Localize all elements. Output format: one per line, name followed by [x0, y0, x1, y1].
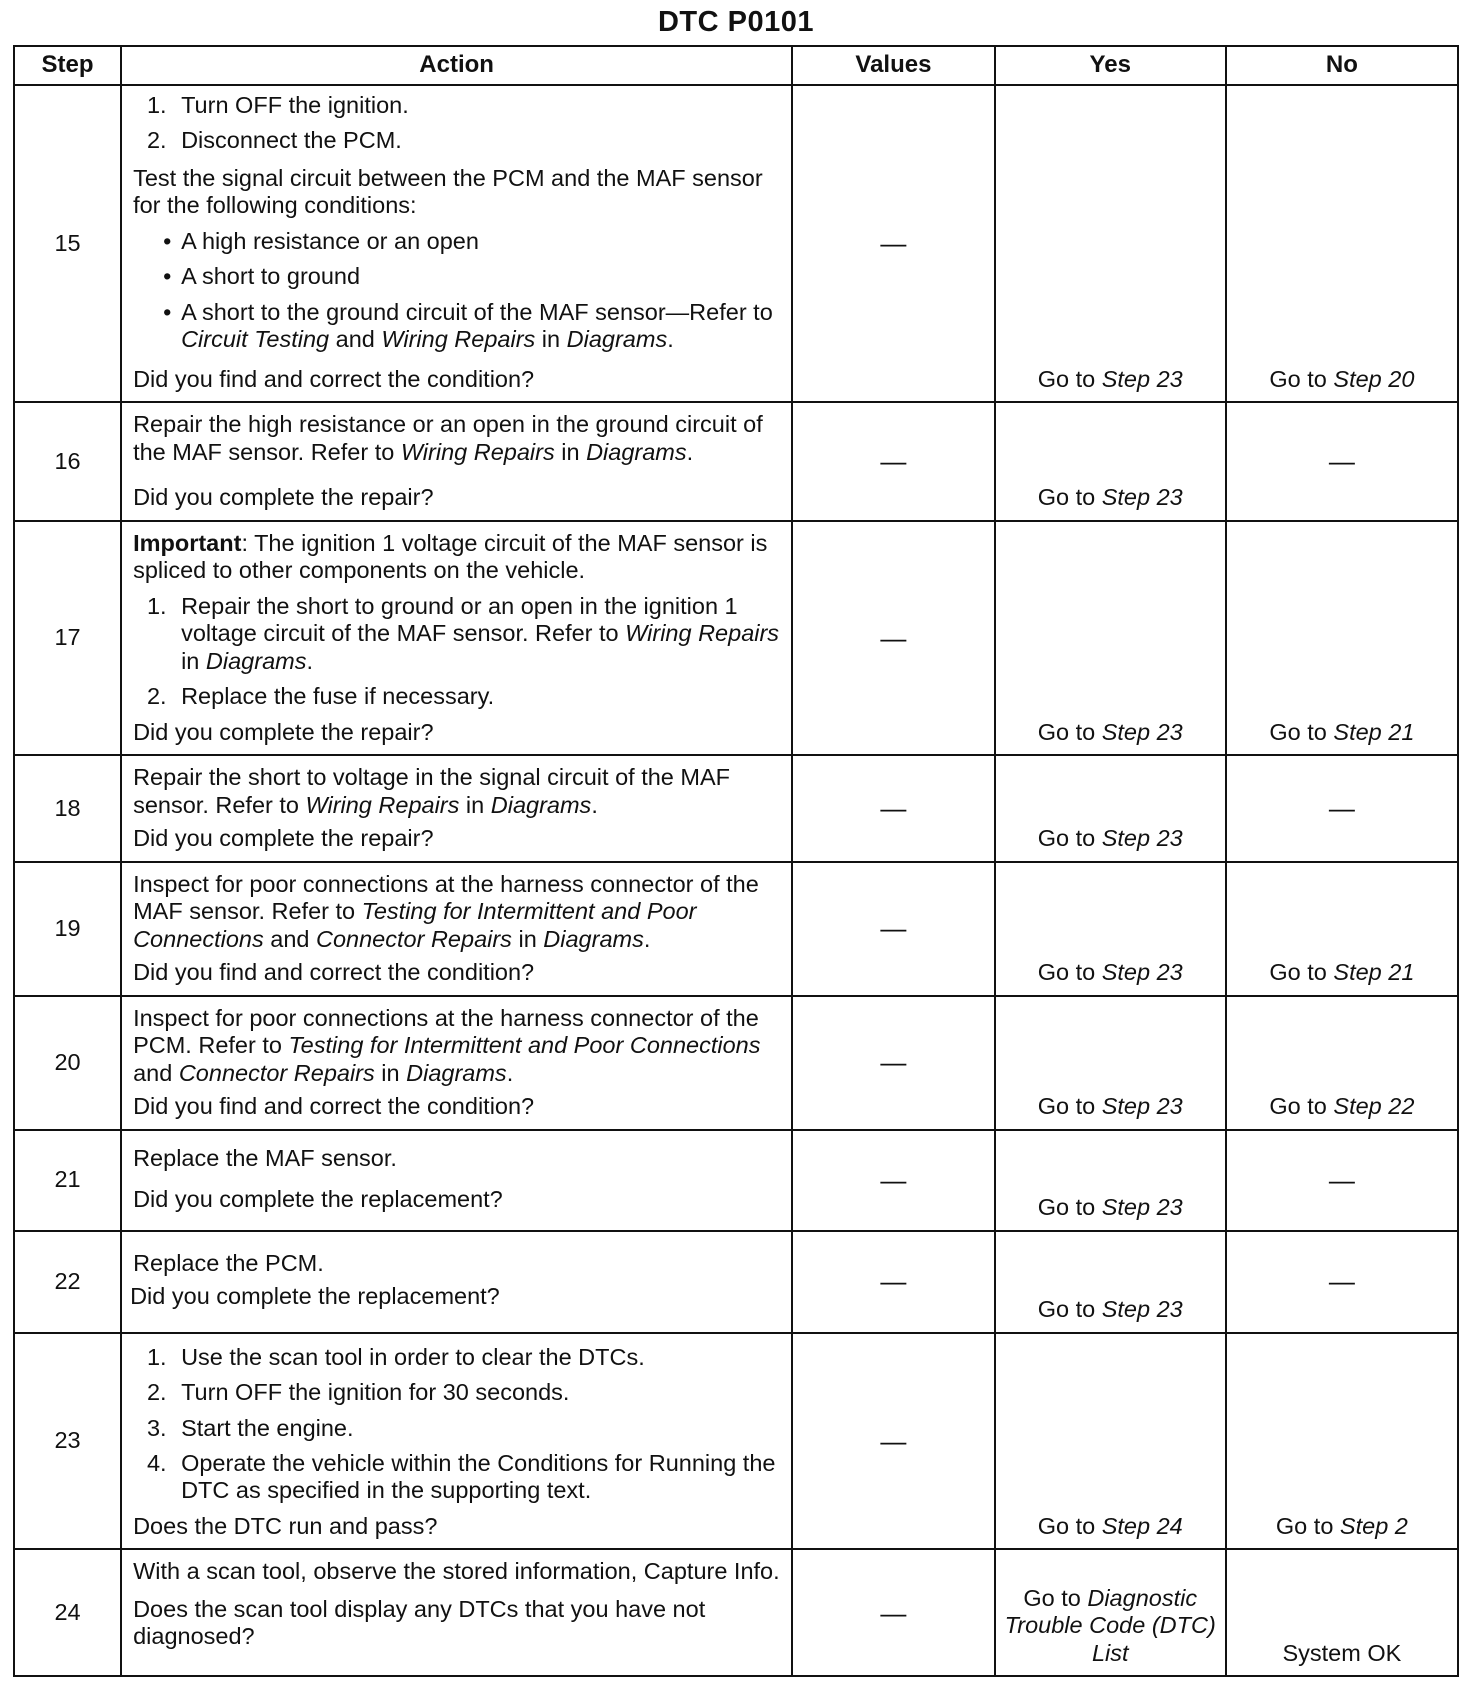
ref-wiring-repairs: Wiring Repairs: [625, 620, 780, 647]
step-ref: Step 22: [1333, 1093, 1415, 1120]
header-action: Action: [121, 46, 792, 85]
action-question: Does the DTC run and pass?: [133, 1512, 438, 1539]
action-question: Did you complete the replacement?: [130, 1283, 500, 1310]
table-row: [14, 996, 1458, 1130]
action-text: Replace the PCM.: [133, 1249, 324, 1276]
ref-testing-intermittent: Testing for Intermittent and Poor Connections: [288, 1032, 761, 1059]
step-number: 15: [14, 85, 121, 402]
step-number: 19: [14, 862, 121, 996]
yes-cell: [995, 1231, 1226, 1333]
action-cell: [121, 996, 792, 1130]
ref-diagrams: Diagrams: [586, 438, 687, 465]
action-cell: [121, 862, 792, 996]
step-number: 22: [14, 1231, 121, 1333]
yes-cell: [995, 996, 1226, 1130]
action-cell: [121, 755, 792, 861]
text: Inspect for poor connections at the harness connector of the MAF sensor. Refer to: [133, 870, 759, 925]
values-cell: —: [792, 521, 994, 755]
text: Go to: [1037, 1296, 1102, 1323]
ref-wiring-repairs: Wiring Repairs: [381, 326, 536, 353]
values-cell: —: [792, 85, 994, 402]
text: in: [459, 791, 491, 818]
step-ref: Step 21: [1333, 959, 1415, 986]
text: Repair the high resistance or an open in the ground circuit of the MAF sensor. Refer to: [133, 411, 763, 465]
action-text: [133, 411, 781, 466]
values-cell: —: [792, 1130, 994, 1231]
header-values: Values: [792, 46, 994, 85]
action-cell: [121, 1549, 792, 1676]
step-ref: Step 23: [1101, 1296, 1183, 1323]
action-important: [133, 530, 781, 585]
text: Go to: [1037, 825, 1102, 852]
text: .: [643, 925, 651, 952]
values-cell: —: [792, 1549, 994, 1676]
values-cell: —: [792, 755, 994, 861]
ref-connector-repairs: Connector Repairs: [316, 925, 512, 952]
values-cell: —: [792, 1231, 994, 1333]
step-ref: Step 20: [1333, 365, 1415, 392]
action-text: [133, 764, 781, 819]
step-ref: Step 23: [1101, 1093, 1183, 1120]
table-row: [14, 1130, 1458, 1231]
step-number: 17: [14, 521, 121, 755]
action-question: Did you complete the repair?: [133, 484, 434, 511]
table-row: [14, 1333, 1458, 1550]
text: Go to: [1037, 959, 1102, 986]
action-question: Did you complete the repair?: [133, 718, 434, 745]
text: Inspect for poor connections at the harness connector of the PCM. Refer to: [133, 1004, 759, 1059]
text: and: [263, 925, 316, 952]
action-text: Replace the MAF sensor.: [133, 1144, 397, 1171]
values-cell: —: [792, 402, 994, 520]
step-ref: Step 2: [1339, 1512, 1408, 1539]
text: Repair the short to voltage in the signal circuit of the MAF sensor. Refer to: [133, 764, 731, 818]
no-cell: [1226, 521, 1458, 755]
table-row: [14, 862, 1458, 996]
yes-cell: [995, 1333, 1226, 1550]
text: .: [686, 438, 694, 465]
text: Repair the short to ground or an open in the ignition 1 voltage circuit of the MAF sensor. Refer to: [181, 592, 738, 647]
table-row: [14, 1549, 1458, 1676]
ref-testing-intermittent: Testing for Intermittent and Poor Connections: [133, 898, 697, 952]
no-cell: —: [1226, 755, 1458, 861]
ref-wiring-repairs: Wiring Repairs: [305, 791, 460, 818]
text: Go to: [1037, 484, 1102, 511]
step-ref: Step 23: [1101, 484, 1183, 511]
dtc-diagnostic-table: [13, 45, 1459, 1677]
action-text: Test the signal circuit between the PCM and the MAF sensor for the following conditions:: [133, 164, 763, 219]
no-cell: —: [1226, 1231, 1458, 1333]
yes-cell: [995, 521, 1226, 755]
text: A short to the ground circuit of the MAF sensor—Refer to: [181, 298, 773, 325]
text: and: [133, 1059, 179, 1086]
action-list-item: 2. Disconnect the PCM.: [173, 127, 781, 154]
action-text: [133, 871, 781, 953]
ref-diagrams: Diagrams: [543, 925, 644, 952]
step-number: 23: [14, 1333, 121, 1550]
step-ref: Step 21: [1333, 718, 1415, 745]
no-cell: [1226, 996, 1458, 1130]
action-cell: [121, 402, 792, 520]
header-row: [14, 46, 1458, 85]
header-step: Step: [14, 46, 121, 85]
text: in: [554, 438, 587, 465]
text: in: [374, 1059, 407, 1086]
values-cell: —: [792, 996, 994, 1130]
no-cell: [1226, 85, 1458, 402]
step-ref: Step 23: [1101, 1194, 1183, 1221]
yes-cell: [995, 1130, 1226, 1231]
values-cell: —: [792, 1333, 994, 1550]
step-ref: Step 23: [1101, 959, 1183, 986]
header-no: No: [1226, 46, 1458, 85]
ref-connector-repairs: Connector Repairs: [178, 1059, 375, 1086]
action-text: With a scan tool, observe the stored information, Capture Info.: [133, 1558, 780, 1585]
table-row: [14, 85, 1458, 402]
text: and: [329, 326, 382, 353]
yes-cell: [995, 402, 1226, 520]
action-question: Did you complete the replacement?: [133, 1186, 503, 1213]
text: Go to: [1037, 718, 1102, 745]
action-list-item: 4. Operate the vehicle within the Conditions for Running the DTC as specified in the supporting text.: [173, 1450, 781, 1505]
action-cell: [121, 1333, 792, 1550]
no-cell: System OK: [1226, 1549, 1458, 1676]
text: Go to: [1023, 1584, 1088, 1611]
action-cell: [121, 85, 792, 402]
action-cell: [121, 1231, 792, 1333]
yes-cell: [995, 85, 1226, 402]
yes-cell: [995, 1549, 1226, 1676]
text: .: [306, 647, 313, 674]
action-question: Did you find and correct the condition?: [133, 959, 535, 986]
important-label: Important: [133, 529, 242, 556]
table-row: [14, 755, 1458, 861]
action-question: Did you complete the repair?: [133, 825, 434, 852]
step-number: 21: [14, 1130, 121, 1231]
text: Go to: [1037, 1512, 1102, 1539]
yes-cell: [995, 862, 1226, 996]
ref-diagrams: Diagrams: [205, 647, 307, 674]
action-question: Does the scan tool display any DTCs that you have not diagnosed?: [133, 1595, 706, 1650]
ref-diagrams: Diagrams: [566, 326, 668, 353]
no-cell: [1226, 862, 1458, 996]
text: Go to: [1275, 1512, 1340, 1539]
step-ref: Step 23: [1101, 825, 1183, 852]
ref-diagrams: Diagrams: [406, 1059, 507, 1086]
text: .: [667, 326, 674, 353]
action-bullet: • A high resistance or an open: [169, 228, 781, 255]
page-title: DTC P0101: [657, 6, 814, 38]
ref-wiring-repairs: Wiring Repairs: [400, 438, 555, 465]
table-row: [14, 521, 1458, 755]
table-row: [14, 402, 1458, 520]
action-question: Did you find and correct the condition?: [133, 1093, 535, 1120]
action-list-item: 2. Replace the fuse if necessary.: [173, 683, 781, 710]
text: in: [181, 647, 206, 674]
text: .: [591, 791, 598, 818]
text: Go to: [1037, 1194, 1102, 1221]
ref-diagrams: Diagrams: [490, 791, 592, 818]
header-yes: Yes: [995, 46, 1226, 85]
text: Go to: [1037, 365, 1102, 392]
values-cell: —: [792, 862, 994, 996]
text: Go to: [1269, 959, 1334, 986]
text: in: [511, 925, 544, 952]
action-cell: [121, 521, 792, 755]
action-cell: [121, 1130, 792, 1231]
text: : The ignition 1 voltage circuit of the MAF sensor is spliced to other components on the vehicle.: [133, 529, 768, 584]
text: Go to: [1269, 1093, 1334, 1120]
text: .: [506, 1059, 514, 1086]
action-bullet: [169, 299, 781, 354]
action-list-item: 1. Turn OFF the ignition.: [173, 92, 781, 119]
action-list-item: 2. Turn OFF the ignition for 30 seconds.: [173, 1379, 781, 1406]
step-ref: Step 24: [1101, 1512, 1183, 1539]
action-bullet: • A short to ground: [169, 263, 781, 290]
dtc-list-ref: Diagnostic Trouble Code (DTC) List: [1004, 1584, 1216, 1666]
step-ref: Step 23: [1101, 718, 1183, 745]
action-list-item: 1. Use the scan tool in order to clear the DTCs.: [173, 1344, 781, 1371]
step-number: 24: [14, 1549, 121, 1676]
step-number: 18: [14, 755, 121, 861]
step-number: 20: [14, 996, 121, 1130]
no-cell: [1226, 1333, 1458, 1550]
action-text: [133, 1005, 781, 1087]
step-ref: Step 23: [1101, 365, 1183, 392]
table-row: [14, 1231, 1458, 1333]
action-list-item: [173, 593, 781, 675]
text: Go to: [1037, 1093, 1102, 1120]
yes-cell: [995, 755, 1226, 861]
no-cell: —: [1226, 1130, 1458, 1231]
text: Go to: [1269, 365, 1334, 392]
no-cell: —: [1226, 402, 1458, 520]
step-number: 16: [14, 402, 121, 520]
text: in: [535, 326, 567, 353]
text: Go to: [1269, 718, 1334, 745]
ref-circuit-testing: Circuit Testing: [181, 326, 330, 353]
action-question: Did you find and correct the condition?: [133, 365, 535, 392]
action-list-item: 3. Start the engine.: [173, 1415, 781, 1442]
